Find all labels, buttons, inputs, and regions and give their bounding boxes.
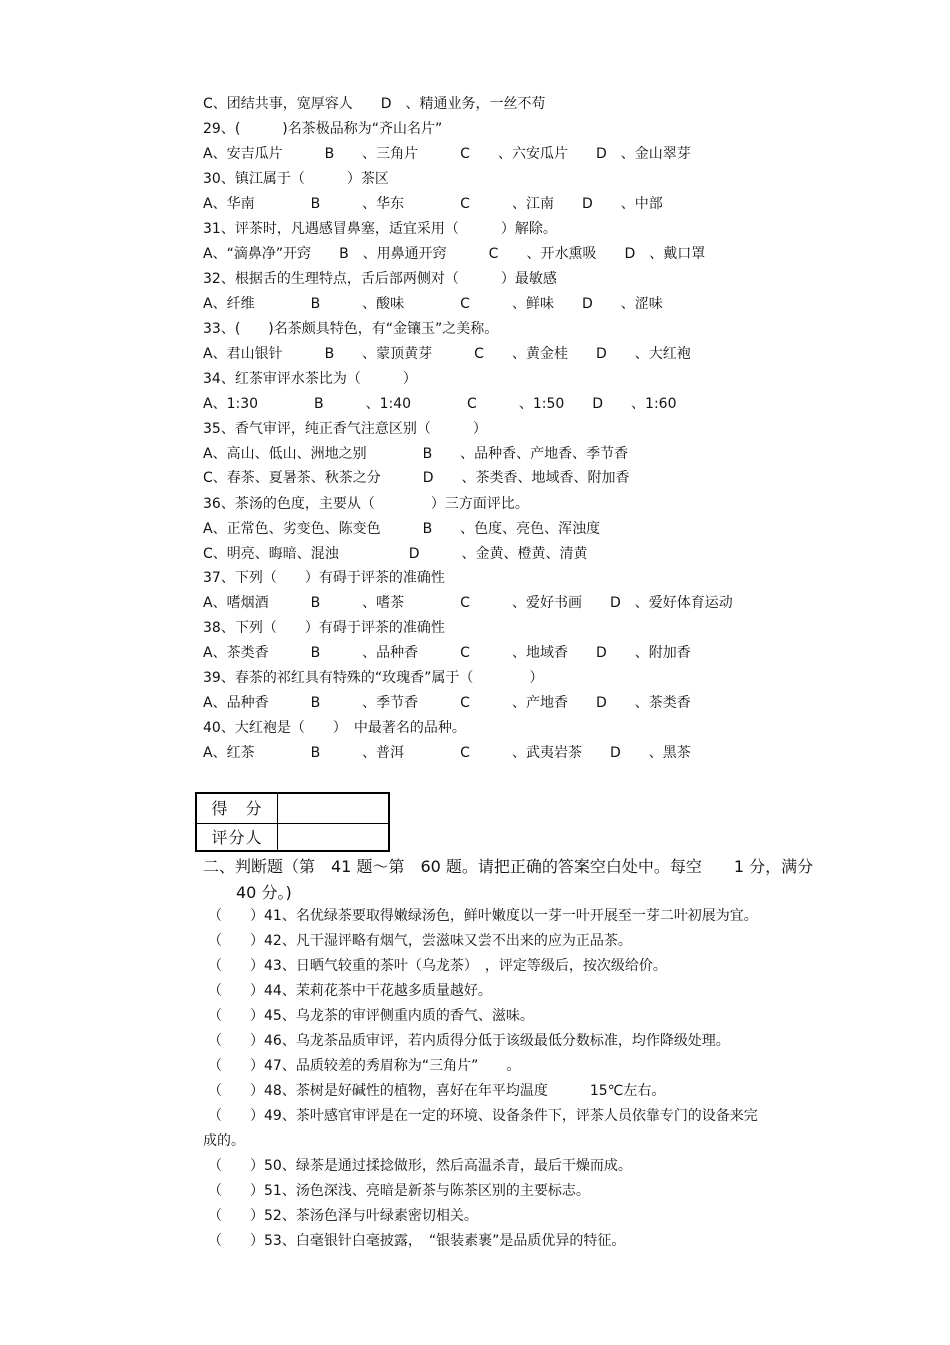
judgement-51: （ ）51、汤色深浅、亮暗是新茶与陈茶区别的主要标志。	[208, 1183, 590, 1199]
judgement-49-cont: 成的。	[203, 1133, 245, 1149]
q38-options: A、茶类香 B 、品种香 C 、地域香 D 、附加香	[203, 645, 691, 661]
q35-options-ab: A、高山、低山、洲地之别 B 、品种香、产地香、季节香	[203, 446, 629, 462]
score-label: 得 分	[197, 794, 278, 823]
judgement-49: （ ）49、茶叶感官审评是在一定的环境、设备条件下，评茶人员依靠专门的设备来完	[208, 1108, 758, 1124]
judgement-44: （ ）44、茉莉花茶中干花越多质量越好。	[208, 983, 492, 999]
score-table	[195, 792, 390, 852]
judgement-50: （ ）50、绿茶是通过揉捻做形，然后高温杀青，最后干燥而成。	[208, 1158, 632, 1174]
judgement-48: （ ）48、茶树是好碱性的植物，喜好在年平均温度 15℃左右。	[208, 1083, 666, 1099]
q30-options: A、华南 B 、华东 C 、江南 D 、中部	[203, 196, 663, 212]
q36-options-cd: C、明亮、晦暗、混浊 D 、金黄、橙黄、清黄	[203, 546, 588, 562]
q36-question: 36、茶汤的色度，主要从（ ）三方面评比。	[203, 496, 529, 512]
q38-question: 38、下列（ ）有碍于评茶的准确性	[203, 620, 445, 636]
judgement-46: （ ）46、乌龙茶品质审评，若内质得分低于该级最低分数标准，均作降级处理。	[208, 1033, 730, 1049]
q29-question: 29、( )名茶极品称为“齐山名片”	[203, 121, 443, 137]
judgement-47: （ ）47、品质较差的秀眉称为“三角片” 。	[208, 1058, 521, 1074]
q31-question: 31、评茶时，凡遇感冒鼻塞，适宜采用（ ）解除。	[203, 221, 557, 237]
judgement-41: （ ）41、名优绿茶要取得嫩绿汤色，鲜叶嫩度以一芽一叶开展至一芽二叶初展为宜。	[208, 908, 758, 924]
q28-options-cd: C、团结共事，宽厚容人 D 、精通业务，一丝不苟	[203, 96, 546, 112]
judgement-53: （ ）53、白毫银针白毫披露， “银装素裹”是品质优异的特征。	[208, 1233, 626, 1249]
q39-options: A、品种香 B 、季节香 C 、产地香 D 、茶类香	[203, 695, 691, 711]
q32-options: A、纤维 B 、酸味 C 、鲜味 D 、涩味	[203, 296, 663, 312]
q35-question: 35、香气审评，纯正香气注意区别（ ）	[203, 421, 487, 437]
q34-options: A、1:30 B 、1:40 C 、1:50 D 、1:60	[203, 396, 677, 412]
q39-question: 39、春茶的祁红具有特殊的“玫瑰香”属于（ ）	[203, 670, 544, 686]
q40-options: A、红茶 B 、普洱 C 、武夷岩茶 D 、黑茶	[203, 745, 691, 761]
q37-options: A、嗜烟酒 B 、嗜茶 C 、爱好书画 D 、爱好体育运动	[203, 595, 733, 611]
q31-options: A、“滴鼻净”开窍 B 、用鼻通开窍 C 、开水熏吸 D 、戴口罩	[203, 246, 706, 262]
q33-question: 33、( )名茶颇具特色，有“金镶玉”之美称。	[203, 321, 499, 337]
judgement-42: （ ）42、凡干湿评略有烟气，尝滋味又尝不出来的应为正品茶。	[208, 933, 632, 949]
judgement-52: （ ）52、茶汤色泽与叶绿素密切相关。	[208, 1208, 478, 1224]
section2-title: 二、判断题（第 41 题～第 60 题。请把正确的答案空白处中。每空 1 分，满分	[203, 857, 814, 876]
q34-question: 34、红茶审评水茶比为（ ）	[203, 371, 417, 387]
judgement-45: （ ）45、乌龙茶的审评侧重内质的香气、滋味。	[208, 1008, 534, 1024]
grader-label: 评分人	[197, 823, 278, 852]
score-row	[197, 794, 388, 824]
q33-options: A、君山银针 B 、蒙顶黄芽 C 、黄金桂 D 、大红袍	[203, 346, 691, 362]
q32-question: 32、根据舌的生理特点，舌后部两侧对（ ）最敏感	[203, 271, 557, 287]
grader-row	[197, 823, 388, 852]
q37-question: 37、下列（ ）有碍于评茶的准确性	[203, 570, 445, 586]
grader-value-cell[interactable]	[278, 823, 388, 852]
section2-title-cont: 40 分。)	[236, 883, 292, 902]
q40-question: 40、大红袍是（ ） 中最著名的品种。	[203, 720, 466, 736]
judgement-43: （ ）43、日晒气较重的茶叶（乌龙茶） ，评定等级后，按次级给价。	[208, 958, 667, 974]
q29-options: A、安吉瓜片 B 、三角片 C 、六安瓜片 D 、金山翠芽	[203, 146, 691, 162]
q36-options-ab: A、正常色、劣变色、陈变色 B 、色度、亮色、浑浊度	[203, 521, 601, 537]
score-value-cell[interactable]	[278, 794, 388, 823]
q30-question: 30、镇江属于（ ）茶区	[203, 171, 389, 187]
q35-options-cd: C、春茶、夏暑茶、秋茶之分 D 、茶类香、地域香、附加香	[203, 470, 630, 486]
